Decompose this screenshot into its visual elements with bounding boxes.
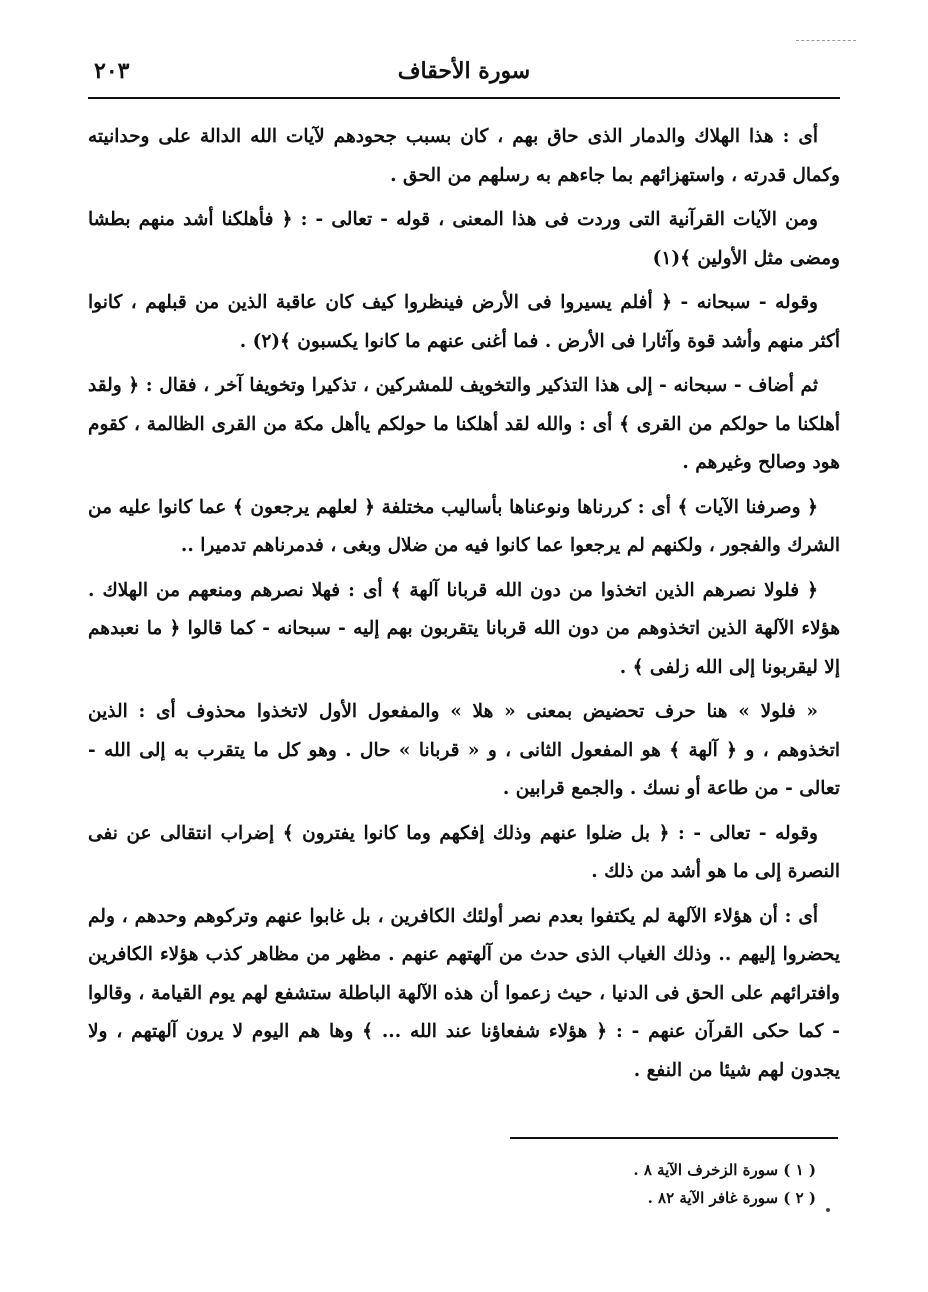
- footnote: ( ٢ ) سورة غافر الآية ٨٢ .: [647, 1189, 816, 1207]
- paragraph: أى : هذا الهلاك والدمار الذى حاق بهم ، كان بسبب جحودهم لآيات الله الدالة على وحدانيته وكمال قدرته ، واستهزائهم بما جاءهم به رسلهم من الحق .: [88, 126, 840, 186]
- surah-title: سورة الأحقاف: [397, 58, 531, 84]
- footnote-divider: [510, 1137, 838, 1139]
- header-divider: [88, 97, 840, 99]
- paragraph: وقوله - سبحانه - ﴿ أفلم يسيروا فى الأرض فينظروا كيف كان عاقبة الذين من قبلهم ، كانوا أكثر منهم وأشد قوة وآثارا فى الأرض . فما أغنى عنهم ما كانوا يكسبون ﴾(٢) .: [88, 292, 840, 352]
- paragraph: ﴿ فلولا نصرهم الذين اتخذوا من دون الله قربانا آلهة ﴾ أى : فهلا نصرهم ومنعهم من الهلاك . هؤلاء الآلهة الذين اتخذوهم من دون الله قربانا يتقربون بهم إليه - سبحانه - كما قالوا ﴿ ما نعبدهم إلا ليقربونا إلى الله زلفى ﴾ .: [88, 579, 840, 678]
- paragraph: « فلولا » هنا حرف تحضيض بمعنى « هلا » والمفعول الأول لاتخذوا محذوف أى : الذين اتخذوهم ، و ﴿ آلهة ﴾ هو المفعول الثانى ، و « قربانا » حال . وهو كل ما يتقرب به إلى الله - تعالى - من طاعة أو نسك . والجمع قرابين .: [88, 701, 840, 799]
- main-text: [88, 118, 840, 1096]
- footnotes: [88, 1156, 816, 1212]
- scan-artifact: [796, 40, 856, 43]
- paragraph: ﴿ وصرفنا الآيات ﴾ أى : كررناها ونوعناها بأساليب مختلفة ﴿ لعلهم يرجعون ﴾ عما كانوا عليه من الشرك والفجور ، ولكنهم لم يرجعوا عما كانوا فيه من ضلال وبغى ، فدمرناهم تدميرا ..: [88, 496, 840, 556]
- page-header: [88, 54, 840, 94]
- page-number: ٢٠٣: [94, 58, 130, 84]
- paragraph: وقوله - تعالى - : ﴿ بل ضلوا عنهم وذلك إفكهم وما كانوا يفترون ﴾ إضراب انتقالى عن نفى النصرة إلى ما هو أشد من ذلك .: [88, 822, 840, 882]
- paragraph: أى : أن هؤلاء الآلهة لم يكتفوا بعدم نصر أولئك الكافرين ، بل غابوا عنهم وتركوهم وحدهم ، ولم يحضروا إليهم .. وذلك الغياب الذى حدث من آلهتهم عنهم . مظهر من مظاهر كذب هؤلاء الكافرين وافترائهم على الحق فى الدنيا ، حيث زعموا أن هذه الآلهة الباطلة ستشفع لهم يوم القيامة ، وقالوا - كما حكى القرآن عنهم - : ﴿ هؤلاء شفعاؤنا عند الله ... ﴾ وها هم اليوم لا يرون آلهتهم ، ولا يجدون لهم شيئا من النفع .: [88, 905, 840, 1081]
- footnote: ( ١ ) سورة الزخرف الآية ٨ .: [633, 1161, 816, 1179]
- paragraph: ومن الآيات القرآنية التى وردت فى هذا المعنى ، قوله - تعالى - : ﴿ فأهلكنا أشد منهم بطشا ومضى مثل الأولين ﴾(١): [88, 209, 840, 269]
- paragraph: ثم أضاف - سبحانه - إلى هذا التذكير والتخويف للمشركين ، تذكيرا وتخويفا آخر ، فقال : ﴿ ولقد أهلكنا ما حولكم من القرى ﴾ أى : والله لقد أهلكنا ما حولكم ياأهل مكة من القرى الظالمة ، كقوم هود وصالح وغيرهم .: [88, 375, 840, 473]
- scan-speck: [826, 1208, 830, 1212]
